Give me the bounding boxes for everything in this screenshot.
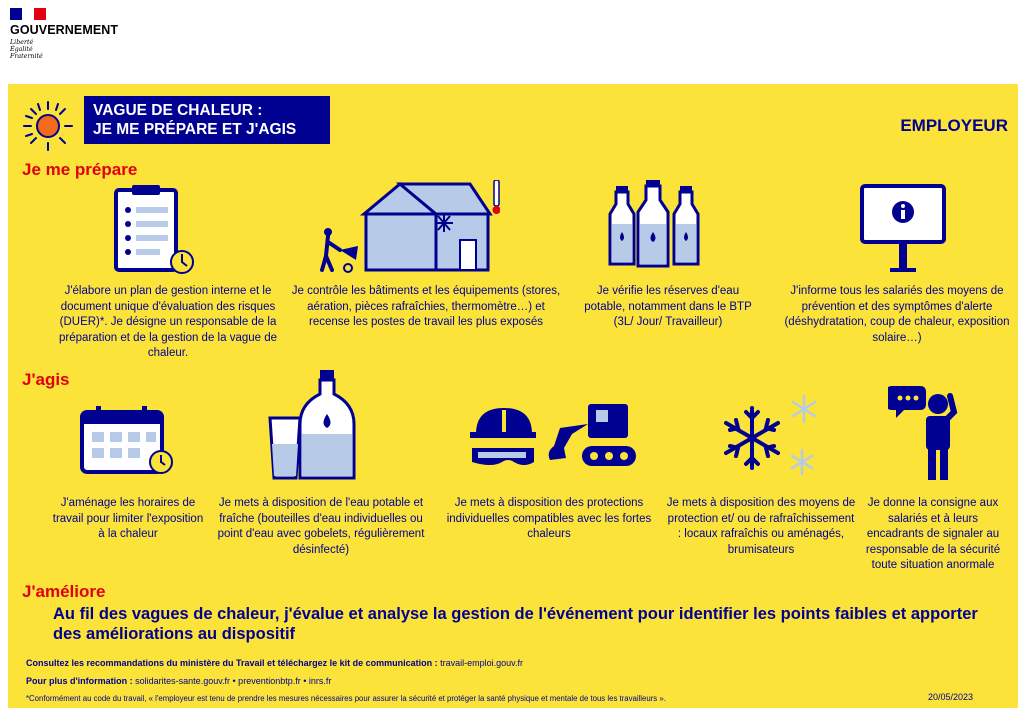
republic-motto: Liberté Égalité Fraternité: [10, 39, 43, 60]
section-prepare-title: Je me prépare: [22, 160, 138, 179]
poster-title: VAGUE DE CHALEUR : JE ME PRÉPARE ET J'AGIS: [84, 96, 330, 144]
water-glass-icon: [266, 370, 356, 480]
building-icon: [320, 180, 500, 282]
clipboard-icon: [108, 184, 198, 276]
phone-person-icon: [888, 382, 958, 482]
protection-gear-icon: [468, 398, 638, 478]
sun-icon: [22, 100, 74, 152]
prepare-text-2: Je contrôle les bâtiments et les équipements (stores, aération, pièces rafraîchies, thermomètre…) et recense les postes de travail les plus exposés: [291, 285, 561, 329]
heatwave-poster: [8, 84, 1018, 708]
calendar-icon: [78, 404, 174, 476]
water-bottles-icon: [608, 180, 708, 270]
audience-label: EMPLOYEUR: [900, 116, 1008, 135]
act-text-1: J'aménage les horaires de travail pour limiter l'exposition à la chaleur: [52, 497, 204, 541]
act-text-2: Je mets à disposition de l'eau potable et fraîche (bouteilles d'eau individuelles ou point d'eau avec gobelets, régulièrement désinfecté): [217, 497, 425, 556]
french-flag-icon: [10, 8, 46, 20]
act-text-3: Je mets à disposition des protections individuelles compatibles avec les fortes chaleurs: [446, 497, 652, 541]
improve-text: Au fil des vagues de chaleur, j'évalue et analyse la gestion de l'événement pour identifier les points faibles et apporter des améliorations au dispositif: [53, 605, 978, 643]
prepare-text-4: J'informe tous les salariés des moyens de prévention et des symptômes d'alerte (déshydratation, coup de chaleur, exposition solaire…): [784, 285, 1010, 344]
footer-date: 20/05/2023: [928, 692, 974, 702]
link-travail-emploi[interactable]: travail-emploi.gouv.fr: [440, 658, 523, 668]
prepare-text-1: J'élabore un plan de gestion interne et le document unique d'évaluation des risques (DUER)*. Je désigne un responsable de la préparation et de la gestion de la vague de chaleur.: [58, 285, 278, 360]
link-more-info[interactable]: solidarites-sante.gouv.fr • preventionbtp.fr • inrs.fr: [135, 676, 332, 686]
footer-consult: Consultez les recommandations du ministère du Travail et téléchargez le kit de communication : travail-emploi.gouv.fr: [26, 658, 523, 668]
section-act-title: J'agis: [22, 370, 70, 389]
snowflake-icon: [718, 394, 828, 484]
footer-more-info: Pour plus d'information : solidarites-sante.gouv.fr • preventionbtp.fr • inrs.fr: [26, 676, 332, 686]
info-sign-icon: [858, 182, 948, 274]
prepare-text-3: Je vérifie les réserves d'eau potable, notamment dans le BTP (3L/ Jour/ Travailleur): [584, 285, 752, 329]
section-improve-title: J'améliore: [22, 582, 106, 601]
government-title: GOUVERNEMENT: [10, 23, 119, 37]
act-text-4: Je mets à disposition des moyens de protection et/ ou de rafraîchissement : locaux rafraîchis ou aménagés, brumisateurs: [666, 497, 856, 556]
act-text-5: Je donne la consigne aux salariés et à leurs encadrants de signaler au responsable de la sécurité toute situation anormale: [865, 497, 1001, 572]
footer-note: *Conformément au code du travail, « l'employeur est tenu de prendre les mesures nécessaires pour assurer la sécurité et protéger la santé physique et mentale de tous les travailleurs ».: [26, 694, 666, 703]
government-logo: [10, 8, 150, 78]
